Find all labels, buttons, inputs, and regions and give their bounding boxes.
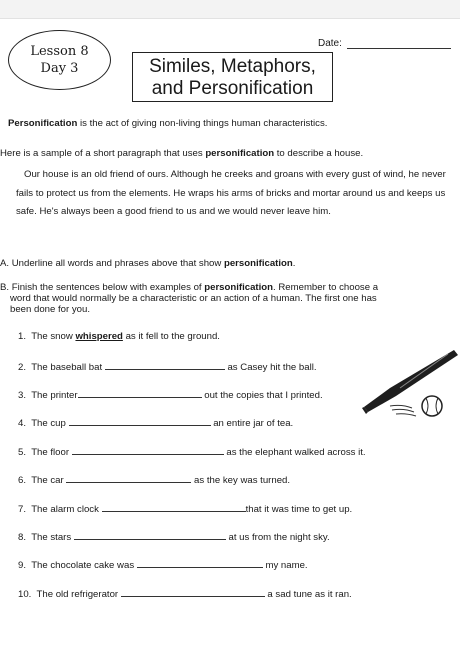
item-text-before: The printer xyxy=(31,390,78,401)
top-strip xyxy=(0,0,460,19)
item-text-before: The floor xyxy=(31,447,72,458)
instruction-b-line3: been done for you. xyxy=(10,304,91,315)
sample-paragraph: Our house is an old friend of ours. Although he creeks and groans with every gust of wind, he never fails to protect us from the elements. He wraps his arms of bricks and mortar around us and keeps us safe. He's always been a good friend to us and we would never leave him. xyxy=(16,169,446,218)
intro-after: to describe a house. xyxy=(274,148,364,159)
item-text-before: The stars xyxy=(31,532,74,543)
item-text-after: that it was time to get up. xyxy=(245,504,353,515)
instruction-b-line1-suffix: . Remember to choose a xyxy=(273,282,379,293)
list-item xyxy=(18,416,293,429)
instruction-b-term: personification xyxy=(204,282,274,293)
list-item xyxy=(18,331,220,342)
instruction-b xyxy=(0,282,378,315)
instruction-a-suffix: . xyxy=(292,258,296,269)
baseball-bat-and-ball-icon xyxy=(356,344,460,424)
list-item xyxy=(18,587,352,600)
item-number: 3. xyxy=(18,390,27,401)
instruction-a-term: personification xyxy=(223,258,293,269)
list-item xyxy=(18,530,330,543)
definition-text: is the act of giving non-living things human characteristics. xyxy=(77,118,328,129)
list-item xyxy=(18,558,308,571)
item-text-after: as the elephant walked across it. xyxy=(223,447,366,458)
lesson-day: Day 3 xyxy=(40,61,79,76)
instruction-a xyxy=(0,258,295,270)
item-number: 6. xyxy=(18,475,27,486)
item-number: 5. xyxy=(18,447,27,458)
date-line xyxy=(347,48,451,49)
item-text-after: out the copies that I printed. xyxy=(201,390,323,401)
title-line-2: and Personification xyxy=(151,78,314,99)
item-text-before: The car xyxy=(31,475,67,486)
item-number: 9. xyxy=(18,560,27,571)
instruction-a-prefix: A. Underline all words and phrases above that show xyxy=(0,258,224,269)
item-text-before: The alarm clock xyxy=(31,504,102,515)
answer-blank[interactable] xyxy=(121,587,265,597)
list-item xyxy=(18,388,323,401)
item-number: 8. xyxy=(18,532,27,543)
intro-before: Here is a sample of a short paragraph that uses xyxy=(0,148,206,159)
item-number: 10. xyxy=(18,589,32,600)
motion-lines-icon xyxy=(390,405,416,416)
item-text-before: The baseball bat xyxy=(31,362,105,373)
intro-term: personification xyxy=(205,148,275,159)
title-line-1: Similes, Metaphors, xyxy=(149,56,316,77)
item-text-after: as it fell to the ground. xyxy=(122,331,220,342)
item-text-after: an entire jar of tea. xyxy=(210,418,294,429)
baseball-icon xyxy=(422,396,442,416)
title-box xyxy=(132,52,333,102)
answer-blank[interactable] xyxy=(105,360,225,370)
list-item xyxy=(18,473,290,486)
date-label: Date: xyxy=(318,38,342,49)
instruction-b-line2: word that would normally be a characteristic or an action of a human. The first one has xyxy=(10,293,377,304)
item-text-after: at us from the night sky. xyxy=(225,532,330,543)
item-number: 1. xyxy=(18,331,27,342)
instruction-b-prefix: B. Finish the sentences below with examples of xyxy=(0,282,205,293)
lesson-oval xyxy=(8,30,111,90)
definition xyxy=(8,118,327,130)
item-text-after: my name. xyxy=(262,560,308,571)
answer-blank[interactable] xyxy=(66,473,191,483)
definition-term: Personification xyxy=(8,118,78,129)
item-number: 7. xyxy=(18,504,27,515)
item-text-before: The cup xyxy=(31,418,69,429)
item-text-after: as the key was turned. xyxy=(191,475,291,486)
item-text-after: as Casey hit the ball. xyxy=(224,362,317,373)
item-text-before: The snow xyxy=(31,331,76,342)
list-item xyxy=(18,502,352,515)
item-text-after: a sad tune as it ran. xyxy=(264,589,352,600)
baseball-bat-icon xyxy=(362,350,458,414)
answer-blank[interactable] xyxy=(69,416,211,426)
item-number: 2. xyxy=(18,362,27,373)
list-item xyxy=(18,445,366,458)
item-text-before: The chocolate cake was xyxy=(31,560,137,571)
answer-blank[interactable] xyxy=(72,445,224,455)
answer-blank[interactable] xyxy=(78,388,202,398)
answer-blank[interactable] xyxy=(74,530,226,540)
example-answer: whispered xyxy=(75,331,123,342)
item-number: 4. xyxy=(18,418,27,429)
lesson-number: Lesson 8 xyxy=(30,44,89,59)
item-text-before: The old refrigerator xyxy=(36,589,121,600)
answer-blank[interactable] xyxy=(137,558,263,568)
answer-blank[interactable] xyxy=(102,502,246,512)
intro-sentence xyxy=(0,148,363,160)
list-item xyxy=(18,360,317,373)
